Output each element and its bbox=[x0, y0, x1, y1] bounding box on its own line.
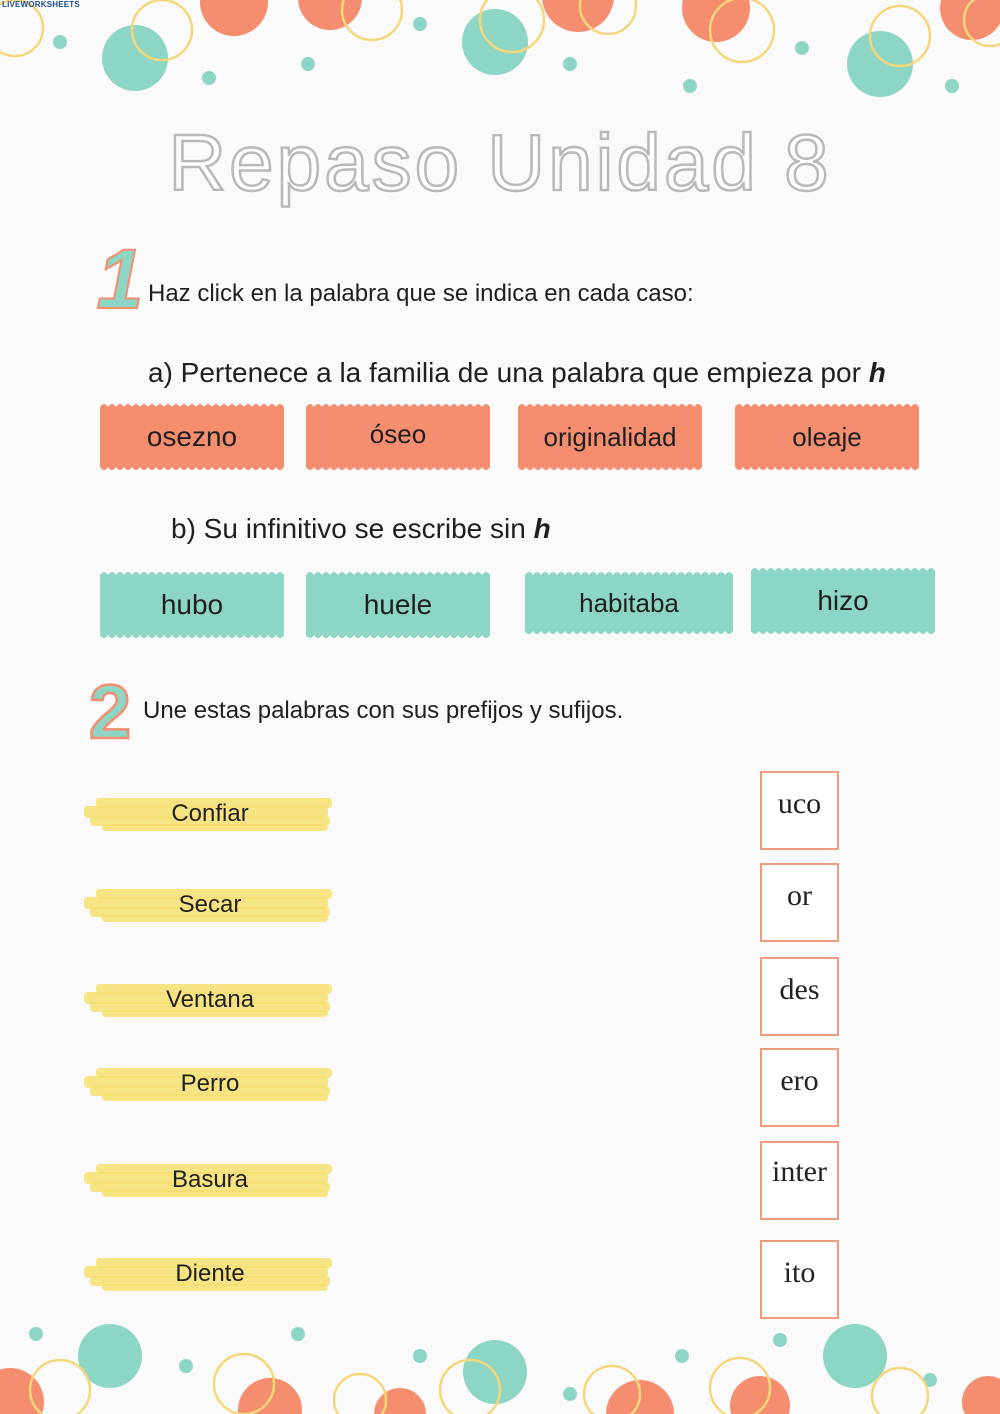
word-label: Confiar bbox=[171, 800, 249, 827]
affix-box[interactable] bbox=[760, 1240, 839, 1319]
option-a-1-label: osezno bbox=[146, 421, 238, 452]
option-b-4-label: hizo bbox=[817, 585, 869, 616]
question-a bbox=[148, 357, 886, 389]
word-label: Basura bbox=[171, 1166, 249, 1193]
option-a-3-label: originalidad bbox=[543, 421, 677, 452]
word-label: Secar bbox=[178, 891, 242, 918]
affix-box[interactable] bbox=[760, 957, 839, 1036]
word-label: Perro bbox=[180, 1070, 240, 1097]
brand-watermark: LIVEWORKSHEETS bbox=[2, 0, 80, 9]
option-b-1-label: hubo bbox=[160, 589, 224, 620]
word-label: Diente bbox=[175, 1260, 245, 1287]
word-item[interactable] bbox=[84, 978, 336, 1022]
affix-label: inter bbox=[772, 1155, 827, 1188]
question-a-text: a) Pertenece a la familia de una palabra que empieza por bbox=[148, 357, 861, 388]
option-b-2-label: huele bbox=[363, 589, 433, 620]
svg-text:2: 2 bbox=[88, 670, 132, 748]
option-b-3[interactable] bbox=[525, 572, 733, 634]
option-a-4[interactable] bbox=[735, 404, 919, 470]
exercise-1-number bbox=[92, 232, 152, 322]
word-item[interactable] bbox=[84, 883, 336, 927]
option-a-1[interactable] bbox=[100, 404, 284, 470]
option-a-3[interactable] bbox=[518, 404, 702, 470]
word-item[interactable] bbox=[84, 1062, 336, 1106]
question-b-emphasis: h bbox=[533, 513, 551, 544]
option-a-2[interactable] bbox=[306, 404, 490, 470]
question-a-emphasis: h bbox=[868, 357, 886, 388]
affix-label: ito bbox=[783, 1256, 816, 1289]
option-a-4-label: oleaje bbox=[792, 421, 862, 452]
question-b bbox=[171, 513, 551, 545]
affix-box[interactable] bbox=[760, 863, 839, 942]
affix-box[interactable] bbox=[760, 1048, 839, 1127]
option-a-2-label: óseo bbox=[369, 418, 427, 449]
exercise-2-number bbox=[80, 668, 144, 748]
word-item[interactable] bbox=[84, 1252, 336, 1296]
affix-label: ero bbox=[780, 1064, 819, 1097]
option-b-3-label: habitaba bbox=[579, 587, 679, 618]
exercise-1-instruction: Haz click en la palabra que se indica en cada caso: bbox=[148, 280, 694, 307]
word-item[interactable] bbox=[84, 792, 336, 836]
svg-text:1: 1 bbox=[96, 232, 144, 322]
affix-label: des bbox=[779, 973, 820, 1006]
word-label: Ventana bbox=[165, 986, 255, 1013]
top-decoration bbox=[0, 0, 1000, 110]
affix-box[interactable] bbox=[760, 1141, 839, 1220]
question-b-text: b) Su infinitivo se escribe sin bbox=[171, 513, 526, 544]
affix-label: or bbox=[787, 879, 812, 912]
option-b-4[interactable] bbox=[751, 568, 935, 634]
affix-box[interactable] bbox=[760, 771, 839, 850]
affix-label: uco bbox=[777, 787, 822, 820]
bottom-decoration bbox=[0, 1310, 1000, 1414]
exercise-2-instruction: Une estas palabras con sus prefijos y sufijos. bbox=[143, 697, 624, 724]
word-item[interactable] bbox=[84, 1158, 336, 1202]
svg-text:Repaso Unidad 8: Repaso Unidad 8 bbox=[168, 118, 832, 207]
option-b-1[interactable] bbox=[100, 572, 284, 638]
option-b-2[interactable] bbox=[306, 572, 490, 638]
page-title bbox=[0, 118, 1000, 218]
